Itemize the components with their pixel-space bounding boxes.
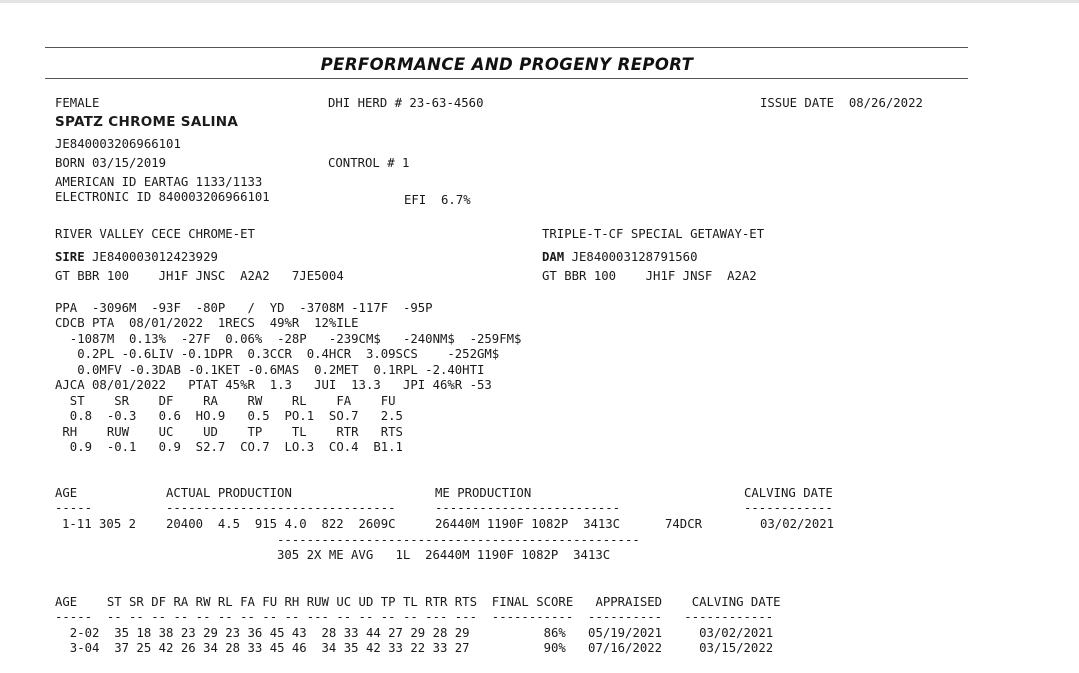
herd-number: DHI HERD # 23-63-4560 (328, 96, 484, 110)
genetic-line: AJCA 08/01/2022 PTAT 45%R 1.3 JUI 13.3 JPI 46%R -53 (55, 378, 492, 392)
actual-production-header: ACTUAL PRODUCTION (166, 486, 292, 500)
issue-date: ISSUE DATE 08/26/2022 (760, 96, 923, 110)
sire-id: JE840003012423929 (84, 250, 218, 264)
dash-rule: ----- (55, 501, 93, 515)
sire-label: SIRE (55, 250, 85, 264)
genetic-line: 0.2PL -0.6LIV -0.1DPR 0.3CCR 0.4HCR 3.09SCS -252GM$ (55, 347, 500, 361)
dam-label: DAM (542, 250, 565, 264)
linear-trait-values: 0.9 -0.1 0.9 S2.7 CO.7 LO.3 CO.4 B1.1 (55, 440, 403, 454)
dam-name: TRIPLE-T-CF SPECIAL GETAWAY-ET (542, 227, 765, 241)
linear-trait-values: 0.8 -0.3 0.6 HO.9 0.5 PO.1 SO.7 2.5 (55, 409, 403, 423)
sire-name: RIVER VALLEY CECE CHROME-ET (55, 227, 255, 241)
calving-date-header: CALVING DATE (744, 486, 833, 500)
me-average: 305 2X ME AVG 1L 26440M 1190F 1082P 3413C (277, 548, 611, 562)
genetic-line: -1087M 0.13% -27F 0.06% -28P -239CM$ -240NM$ -259FM$ (55, 332, 522, 346)
birth-date: BORN 03/15/2019 (55, 156, 167, 170)
genetic-line: PPA -3096M -93F -80P / YD -3708M -117F -95P (55, 301, 433, 315)
sire-id-line (55, 250, 218, 265)
dcr-value: 74DCR (665, 517, 703, 531)
dash-rule: ------------------------- (435, 501, 621, 515)
me-production-header: ME PRODUCTION (435, 486, 532, 500)
title-top-rule (45, 47, 968, 48)
dash-rule: ------------ (744, 501, 833, 515)
me-production: 26440M 1190F 1082P 3413C (435, 517, 621, 531)
dash-rule: ----- -- -- -- -- -- -- -- -- -- --- -- -- -- -- --- --- ----------- ---------- ------------ (55, 610, 774, 624)
linear-trait-header: RH RUW UC UD TP TL RTR RTS (55, 425, 403, 439)
dash-rule: ------------------------------------------------- (277, 533, 640, 547)
animal-sex: FEMALE (55, 96, 100, 110)
classification-row: 2-02 35 18 38 23 29 23 36 45 43 28 33 44 27 29 28 29 86% 05/19/2021 03/02/2021 (55, 626, 774, 640)
calving-date: 03/02/2021 (760, 517, 835, 531)
genetic-line: CDCB PTA 08/01/2022 1RECS 49%R 12%ILE (55, 316, 359, 330)
american-id: AMERICAN ID EARTAG 1133/1133 (55, 175, 263, 189)
electronic-id: ELECTRONIC ID 840003206966101 (55, 190, 270, 204)
dam-id-line (542, 250, 697, 265)
report-title: PERFORMANCE AND PROGENY REPORT (320, 55, 694, 74)
animal-name: SPATZ CHROME SALINA (55, 114, 239, 130)
dam-codes: GT BBR 100 JH1F JNSF A2A2 (542, 269, 757, 283)
classification-row: 3-04 37 25 42 26 34 28 33 45 46 34 35 42 33 22 33 27 90% 07/16/2022 03/15/2022 (55, 641, 774, 655)
genetic-line: 0.0MFV -0.3DAB -0.1KET -0.6MAS 0.2MET 0.1RPL -2.40HTI (55, 363, 485, 377)
top-edge-bar (0, 0, 1079, 3)
title-bottom-rule (45, 78, 968, 79)
sire-codes: GT BBR 100 JH1F JNSC A2A2 7JE5004 (55, 269, 344, 283)
actual-production: 20400 4.5 915 4.0 822 2609C (166, 517, 396, 531)
registration-id: JE840003206966101 (55, 137, 181, 151)
classification-header: AGE ST SR DF RA RW RL FA FU RH RUW UC UD TP TL RTR RTS FINAL SCORE APPRAISED CALVING DATE (55, 595, 781, 609)
efi-value: EFI 6.7% (404, 193, 471, 207)
dam-id: JE840003128791560 (564, 250, 698, 264)
linear-trait-header: ST SR DF RA RW RL FA FU (55, 394, 396, 408)
control-number: CONTROL # 1 (328, 156, 410, 170)
production-age-header: AGE (55, 486, 78, 500)
lactation-age: 1-11 305 2 (62, 517, 137, 531)
dash-rule: ------------------------------- (166, 501, 396, 515)
